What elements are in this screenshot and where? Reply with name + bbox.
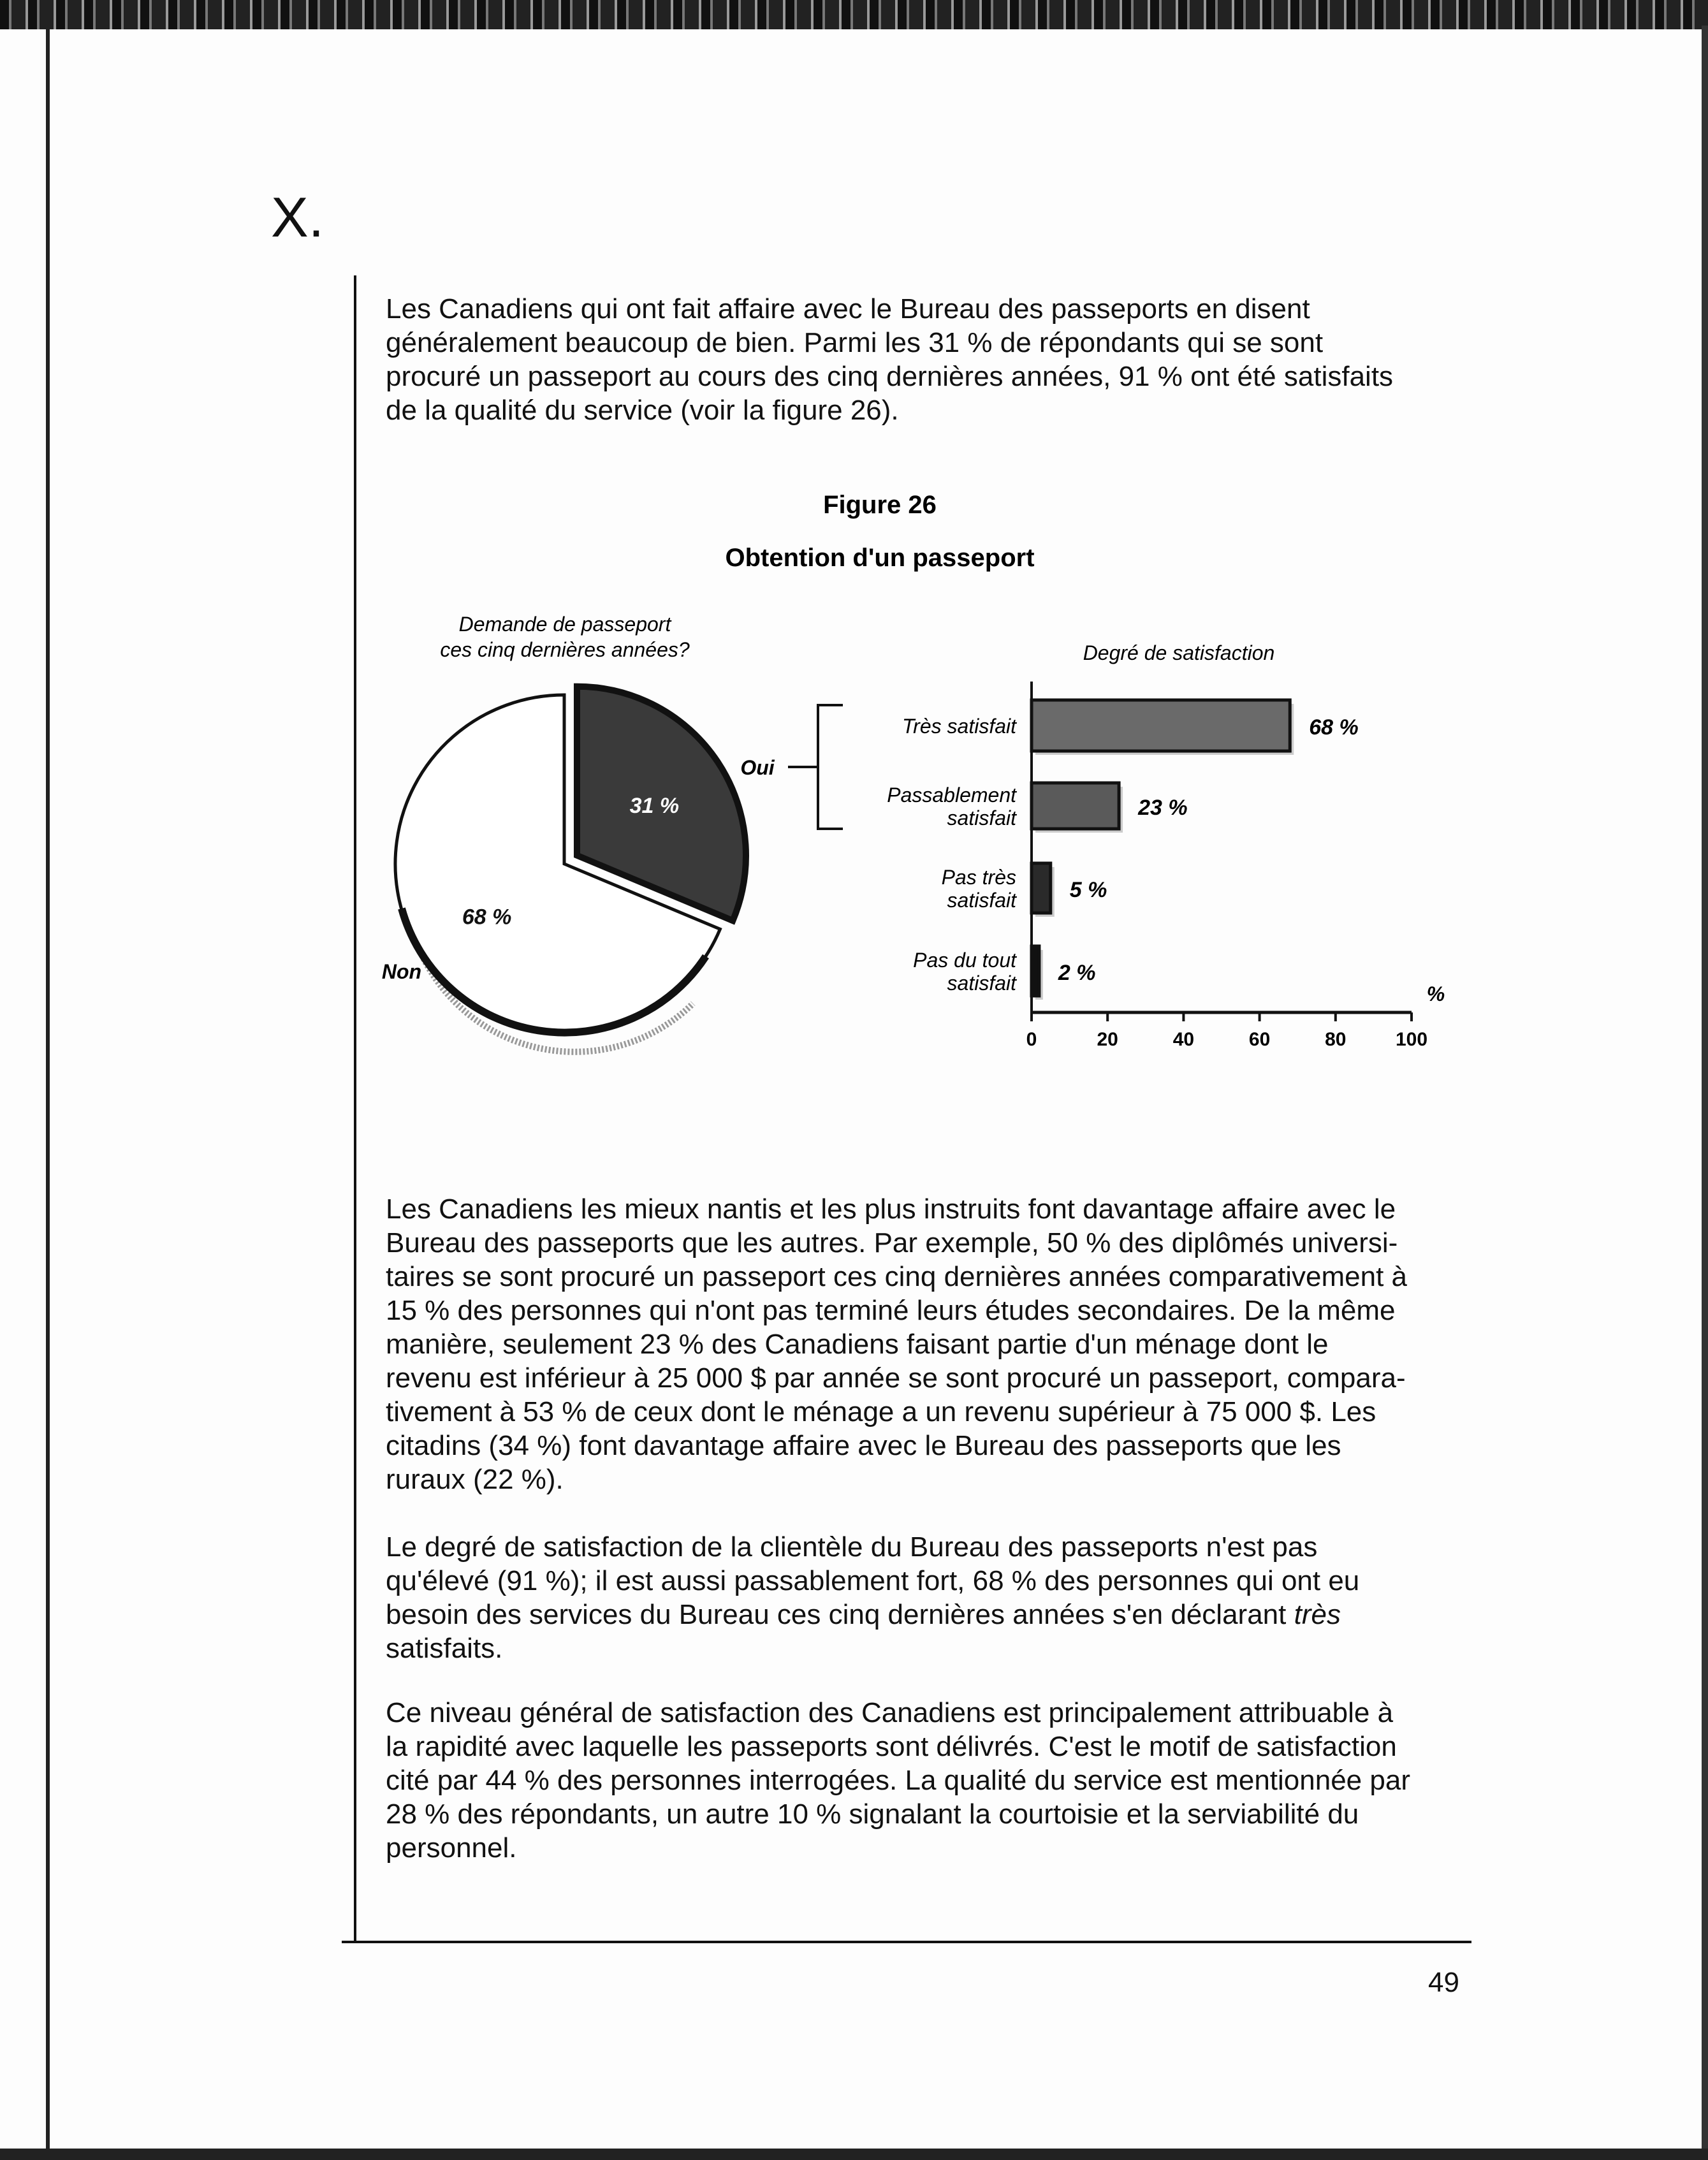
paragraph-line: revenu est inférieur à 25 000 $ par année se sont procuré un passeport, compara- bbox=[386, 1362, 1406, 1394]
emphasis: très bbox=[1294, 1599, 1341, 1630]
x-tick-label: 40 bbox=[1172, 1029, 1195, 1050]
paragraph-line: procuré un passeport au cours des cinq dernières années, 91 % ont été satisfaits bbox=[386, 361, 1394, 392]
x-axis-unit-label: % bbox=[1426, 982, 1445, 1005]
pie-slice-value-label: 31 % bbox=[629, 793, 680, 818]
paragraph-line: citadins (34 %) font davantage affaire avec le Bureau des passeports que les bbox=[386, 1430, 1341, 1461]
paragraph-line: personnel. bbox=[386, 1832, 517, 1864]
figure-label: Figure 26 bbox=[823, 491, 937, 519]
section-marker: X. bbox=[271, 186, 325, 249]
paragraph-line: Ce niveau général de satisfaction des Canadiens est principalement attribuable à bbox=[386, 1697, 1394, 1728]
bar-3 bbox=[1032, 946, 1039, 996]
pie-slice-value-label: 68 % bbox=[462, 905, 512, 930]
paragraph-line: tivement à 53 % de ceux dont le ménage a un revenu supérieur à 75 000 $. Les bbox=[386, 1396, 1376, 1427]
x-tick-label: 60 bbox=[1248, 1029, 1271, 1050]
bar-chart-title: Degré de satisfaction bbox=[1083, 641, 1275, 664]
pie-subtitle-line: Demande de passeport bbox=[458, 613, 671, 636]
x-tick-label: 20 bbox=[1097, 1029, 1118, 1050]
bar-value-label: 5 % bbox=[1069, 878, 1107, 902]
x-tick-label: 0 bbox=[1026, 1029, 1037, 1050]
figure-title: Obtention d'un passeport bbox=[725, 544, 1035, 572]
paragraph-line: Le degré de satisfaction de la clientèle du Bureau des passeports n'est pas bbox=[386, 1531, 1318, 1563]
page-number: 49 bbox=[1428, 1967, 1459, 1998]
paragraph-line: la rapidité avec laquelle les passeports sont délivrés. C'est le motif de satisfaction bbox=[386, 1731, 1397, 1762]
paragraph-line: Bureau des passeports que les autres. Par exemple, 50 % des diplômés universi- bbox=[386, 1227, 1398, 1259]
bar-category-label: Pas très bbox=[941, 866, 1016, 889]
paragraph-line: Les Canadiens les mieux nantis et les plus instruits font davantage affaire avec le bbox=[386, 1193, 1396, 1225]
paragraph-line: taires se sont procuré un passeport ces cinq dernières années comparativement à bbox=[386, 1261, 1407, 1292]
paragraph-line: de la qualité du service (voir la figure 26). bbox=[386, 395, 899, 426]
pie-label-oui: Oui bbox=[740, 756, 775, 779]
paragraph-line: cité par 44 % des personnes interrogées. La qualité du service est mentionnée par bbox=[386, 1765, 1410, 1796]
pie-subtitle-line: ces cinq dernières années? bbox=[440, 638, 690, 661]
paragraph-line: manière, seulement 23 % des Canadiens faisant partie d'un ménage dont le bbox=[386, 1329, 1329, 1360]
paragraph-line: 28 % des répondants, un autre 10 % signalant la courtoisie et la serviabilité du bbox=[386, 1799, 1359, 1830]
oui-bracket bbox=[788, 705, 843, 829]
bar-category-label: Passablement bbox=[887, 784, 1016, 806]
bar-2 bbox=[1032, 863, 1051, 913]
bar-category-label: satisfait bbox=[947, 972, 1016, 995]
paragraph-line: ruraux (22 %). bbox=[386, 1464, 564, 1495]
x-tick-label: 100 bbox=[1395, 1029, 1428, 1050]
paragraph-line: besoin des services du Bureau ces cinq dernières années s'en déclarant très bbox=[386, 1599, 1341, 1630]
footer-rule bbox=[342, 1941, 1471, 1943]
paragraph-line: généralement beaucoup de bien. Parmi les 31 % de répondants qui se sont bbox=[386, 327, 1324, 358]
paragraph-line: Les Canadiens qui ont fait affaire avec le Bureau des passeports en disent bbox=[386, 293, 1310, 325]
x-tick-label: 80 bbox=[1325, 1029, 1347, 1050]
bar-category-label: satisfait bbox=[947, 806, 1016, 829]
paragraph-line: satisfaits. bbox=[386, 1633, 503, 1664]
bar-category-label: Très satisfait bbox=[902, 715, 1016, 738]
paragraph-line: qu'élevé (91 %); il est aussi passablement fort, 68 % des personnes qui ont eu bbox=[386, 1565, 1360, 1596]
bar-0 bbox=[1032, 700, 1290, 751]
paragraph-line: 15 % des personnes qui n'ont pas terminé leurs études secondaires. De la même bbox=[386, 1295, 1396, 1326]
bar-value-label: 23 % bbox=[1138, 796, 1188, 820]
bar-1 bbox=[1032, 783, 1119, 829]
bar-category-label: satisfait bbox=[947, 889, 1016, 912]
bar-value-label: 2 % bbox=[1058, 961, 1096, 985]
bar-category-label: Pas du tout bbox=[913, 949, 1016, 972]
pie-label-non: Non bbox=[381, 960, 422, 983]
bar-value-label: 68 % bbox=[1309, 715, 1359, 740]
